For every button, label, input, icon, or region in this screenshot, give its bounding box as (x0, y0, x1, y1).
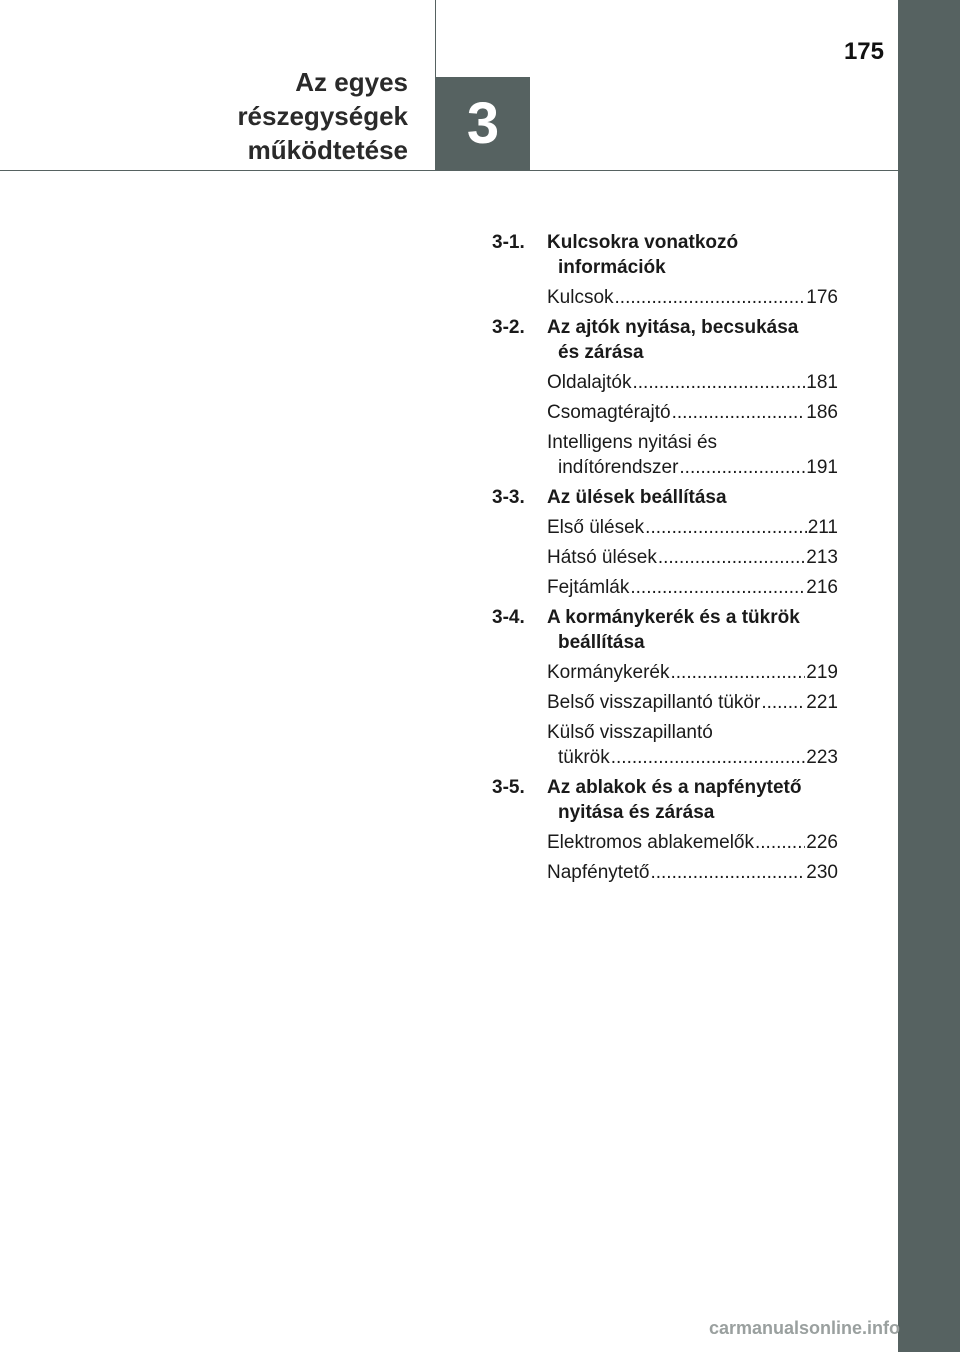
toc-entry[interactable] (547, 370, 838, 395)
chapter-title (150, 65, 408, 167)
entry-label: Kormánykerék (547, 662, 670, 683)
dot-leader (650, 860, 805, 885)
toc-entry[interactable] (547, 860, 838, 885)
section-title-line: és zárása (558, 342, 644, 363)
toc-entry[interactable] (547, 545, 838, 570)
section-title-line: Az ablakok és a napfénytető (547, 777, 802, 798)
entry-page: 219 (806, 662, 838, 683)
toc-entry[interactable] (547, 515, 838, 540)
chapter-title-line: Az egyes (295, 67, 408, 97)
toc-entry[interactable] (547, 830, 838, 855)
toc-entry[interactable] (547, 575, 838, 600)
dot-leader (671, 660, 806, 685)
section-title (547, 230, 738, 280)
toc-entry[interactable] (547, 430, 838, 480)
entry-label: Hátsó ülések (547, 547, 657, 568)
entry-page: 223 (806, 747, 838, 768)
entry-page: 176 (806, 287, 838, 308)
entry-page: 230 (806, 862, 838, 883)
entry-page: 186 (806, 402, 838, 423)
section-title-line: nyitása és zárása (558, 802, 715, 823)
header-divider-horizontal (0, 170, 898, 171)
dot-leader (761, 690, 805, 715)
dot-leader (615, 285, 806, 310)
entry-label: Csomagtérajtó (547, 402, 671, 423)
entry-label: Oldalajtók (547, 372, 632, 393)
dot-leader (672, 400, 806, 425)
toc-entry[interactable] (547, 720, 838, 770)
section-number: 3-3. (492, 487, 525, 508)
entry-page: 221 (806, 692, 838, 713)
dot-leader (645, 515, 807, 540)
section-number: 3-1. (492, 232, 525, 253)
chapter-number: 3 (466, 90, 500, 156)
toc-entry[interactable] (547, 400, 838, 425)
section-title-line: információk (558, 257, 666, 278)
toc-section[interactable] (492, 230, 838, 280)
toc-entry[interactable] (547, 690, 838, 715)
dot-leader (633, 370, 806, 395)
entry-label: Fejtámlák (547, 577, 630, 598)
toc-entry[interactable] (547, 660, 838, 685)
section-number: 3-4. (492, 607, 525, 628)
dot-leader (611, 745, 806, 770)
section-number: 3-5. (492, 777, 525, 798)
entry-label: Napfénytető (547, 862, 650, 883)
entry-label: Első ülések (547, 517, 645, 538)
dot-leader (658, 545, 805, 570)
section-title-line: A kormánykerék és a tükrök (547, 607, 800, 628)
dot-leader (630, 575, 805, 600)
section-title-line: Az ajtók nyitása, becsukása (547, 317, 799, 338)
dot-leader (679, 455, 805, 480)
section-title (547, 485, 727, 510)
entry-label: Belső visszapillantó tükör (547, 692, 761, 713)
toc-section[interactable] (492, 775, 838, 825)
entry-label: Elektromos ablakemelők (547, 832, 754, 853)
toc-section[interactable] (492, 605, 838, 655)
entry-page: 213 (806, 547, 838, 568)
section-title (547, 315, 798, 365)
entry-label: Kulcsok (547, 287, 614, 308)
chapter-title-line: részegységek (237, 101, 408, 131)
toc-section[interactable] (492, 315, 838, 365)
entry-label-first-line: Intelligens nyitási és (547, 432, 718, 453)
toc-section[interactable] (492, 485, 838, 510)
chapter-number-box (436, 77, 530, 170)
entry-page: 181 (806, 372, 838, 393)
section-number: 3-2. (492, 317, 525, 338)
section-title-line: Kulcsokra vonatkozó (547, 232, 739, 253)
section-title (547, 775, 801, 825)
watermark: carmanualsonline.info (708, 1318, 900, 1338)
entry-label: tükrök (558, 747, 610, 768)
entry-page: 211 (807, 517, 838, 538)
entry-label: indítórendszer (558, 457, 679, 478)
side-tab (898, 0, 960, 1352)
table-of-contents (492, 230, 838, 890)
section-title (547, 605, 800, 655)
entry-page: 191 (806, 457, 838, 478)
chapter-title-line: működtetése (247, 135, 408, 165)
page-number: 175 (843, 38, 884, 65)
toc-entry[interactable] (547, 285, 838, 310)
section-title-line: Az ülések beállítása (547, 487, 727, 508)
dot-leader (755, 830, 805, 855)
section-title-line: beállítása (558, 632, 645, 653)
entry-label-first-line: Külső visszapillantó (547, 722, 713, 743)
entry-page: 226 (806, 832, 838, 853)
entry-page: 216 (806, 577, 838, 598)
